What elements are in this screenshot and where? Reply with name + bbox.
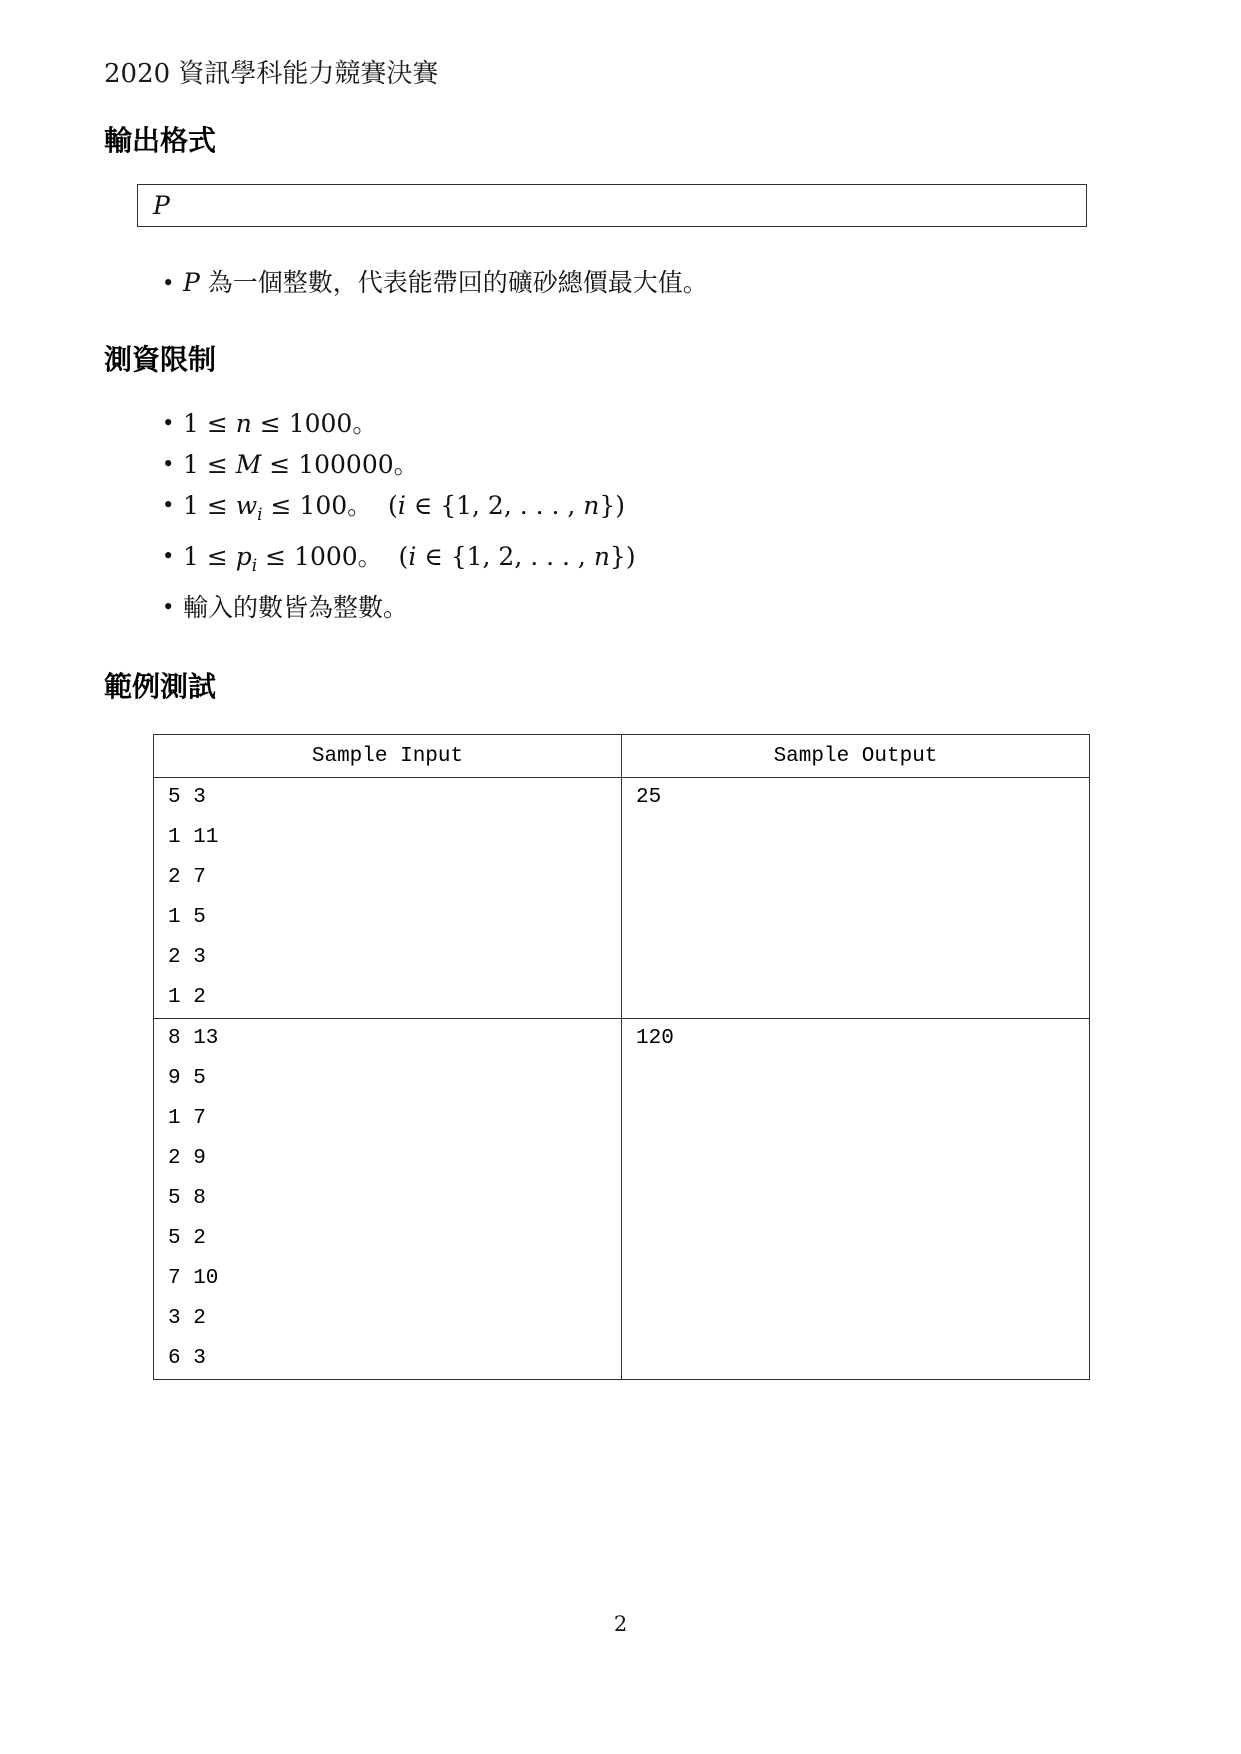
code-line: 5 2	[168, 1227, 206, 1250]
output-format-box	[137, 184, 1087, 227]
sample-output-cell	[622, 1019, 1090, 1380]
code-line: 3 2	[168, 1307, 206, 1330]
sample-input-cell	[154, 778, 622, 1019]
code-line: 6 3	[168, 1347, 206, 1370]
sample-input-cell	[154, 1019, 622, 1380]
section-heading-output-format: 輸出格式	[104, 124, 217, 157]
sample-table	[153, 734, 1090, 1380]
doc-header-title: 2020 資訊學科能力競賽決賽	[104, 59, 439, 89]
bullet-item: • 輸入的數皆為整數。	[104, 587, 1087, 628]
bullet-item: • 1 ≤ M ≤ 100000。	[104, 444, 1087, 485]
bullet-item: • P 為一個整數，代表能帶回的礦砂總價最大值。	[104, 265, 1087, 301]
code-line: 1 7	[168, 1107, 206, 1130]
section-heading-constraints: 測資限制	[104, 343, 217, 376]
code-line: 7 10	[168, 1267, 219, 1290]
sample-input-header: Sample Input	[154, 735, 622, 778]
sample-table-row	[154, 778, 1090, 1019]
code-line: 2 3	[168, 946, 206, 969]
constraints-bullet-list	[104, 403, 1087, 628]
bullet-item: • $1 \le p_i \le 1000$。 (i ∈ {1, 2, . . . , n})	[104, 536, 1087, 587]
code-line: 25	[636, 786, 662, 809]
code-line: 120	[636, 1027, 674, 1050]
code-line: 1 11	[168, 826, 219, 849]
page-number: 2	[613, 1612, 628, 1636]
output-format-bullet-list	[104, 265, 1087, 301]
bullet-item: • $1 \le w_i \le 100$。 (i ∈ {1, 2, . . . , n})	[104, 485, 1087, 536]
section-heading-samples: 範例測試	[104, 670, 217, 703]
code-line: 8 13	[168, 1027, 219, 1050]
code-line: 5 8	[168, 1187, 206, 1210]
code-line: 2 9	[168, 1147, 206, 1170]
code-line: 1 2	[168, 986, 206, 1009]
output-format-box-content: P	[153, 191, 170, 220]
code-line: 2 7	[168, 866, 206, 889]
code-line: 5 3	[168, 786, 206, 809]
code-line: 1 5	[168, 906, 206, 929]
sample-table-header-row	[154, 735, 1090, 778]
sample-table-row	[154, 1019, 1090, 1380]
sample-output-header: Sample Output	[622, 735, 1090, 778]
code-line: 9 5	[168, 1067, 206, 1090]
bullet-item: • 1 ≤ n ≤ 1000。	[104, 403, 1087, 444]
sample-table-body	[154, 778, 1090, 1380]
sample-output-cell	[622, 778, 1090, 1019]
